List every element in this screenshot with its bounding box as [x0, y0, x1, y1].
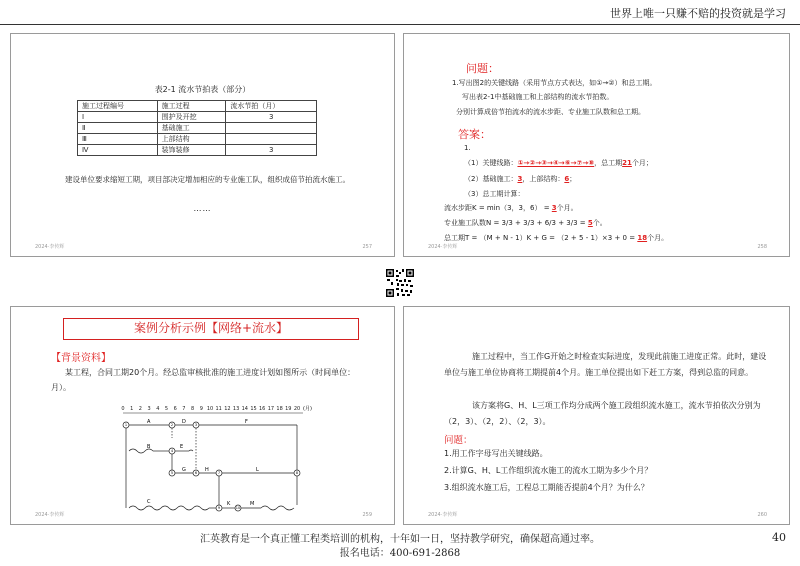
- time-scale-tick: 0: [121, 406, 125, 412]
- total-unit: 个月。: [647, 234, 669, 242]
- wave-E: [189, 450, 193, 451]
- teams-unit: 个。: [592, 219, 607, 227]
- table-cell: 3: [226, 145, 317, 156]
- time-scale-tick: 8: [191, 406, 195, 412]
- time-scale-tick: 18: [276, 406, 283, 412]
- table-cell: 上部结构: [157, 134, 226, 145]
- background-label: 【背景资料】: [51, 353, 111, 364]
- slide-footer-number: 258: [757, 244, 767, 250]
- table-cell: [226, 123, 317, 134]
- node-label: 8: [295, 471, 299, 476]
- network-diagram: [111, 403, 321, 518]
- wave-M: [261, 506, 294, 510]
- question-label: 问题：: [444, 435, 473, 446]
- total-formula: 总工期T = （M + N - 1）K + G = （2 + 5 - 1）×3 + 0 =: [444, 234, 638, 242]
- node-label: 9: [217, 506, 221, 511]
- table-cell: 围护及开挖: [157, 112, 226, 123]
- step-formula: 流水步距K = min（3，3，6） =: [444, 204, 552, 212]
- activity-label: A: [147, 419, 151, 425]
- page-number: 40: [772, 531, 786, 544]
- time-scale-tick: 3: [147, 406, 151, 412]
- rhythm-table: [77, 100, 317, 156]
- step-value: 3: [551, 204, 557, 212]
- slide4-paragraph-1: 施工过程中，当工作G开始之时检查实际进度，发现此前施工进度正常。此时，建设单位与施工单位协商将工期提前4个月。施工单位提出如下赶工方案，得到总监的同意。: [444, 352, 767, 377]
- activity-label: B: [147, 444, 151, 450]
- node-label: 4: [170, 449, 174, 454]
- node-label: 5: [170, 471, 174, 476]
- node-label: 10: [235, 506, 241, 511]
- node-label: 3: [194, 423, 198, 428]
- activity-label: H: [205, 467, 209, 473]
- total-duration: 21: [622, 159, 632, 167]
- answer-1: [464, 158, 653, 168]
- ellipsis: ……: [193, 204, 212, 213]
- answer-2-mid: ，上部结构：: [522, 175, 565, 183]
- slide-flow-rhythm-table: [10, 33, 395, 257]
- time-scale-tick: 10: [206, 406, 214, 412]
- case-question-2: 2.计算G、H、L工作组织流水施工的流水工期为多少个月？: [444, 466, 653, 475]
- time-scale: [121, 406, 300, 412]
- table-cell: [226, 134, 317, 145]
- answer-3-teams: [444, 218, 607, 228]
- teams-formula: 专业施工队数N = 3/3 + 3/3 + 6/3 + 3/3 =: [444, 219, 588, 227]
- table-header-cell: 施工过程: [157, 101, 226, 112]
- slide-footer-author: 2024·李传辉: [428, 512, 458, 518]
- time-scale-tick: 9: [199, 406, 203, 412]
- activity-labels: [147, 419, 259, 507]
- question-1: 1.写出图2的关键线路（采用节点方式表达，如①→②）和总工期。: [452, 79, 657, 87]
- case-question-1: 1.用工作字母写出关键线路。: [444, 449, 548, 458]
- table-row: [78, 123, 317, 134]
- table-cell: 基础施工: [157, 123, 226, 134]
- time-scale-tick: 16: [259, 406, 266, 412]
- superstructure-rhythm: 6: [564, 175, 570, 183]
- slide-footer-author: 2024·李传辉: [35, 244, 65, 250]
- table-cell: 3: [226, 112, 317, 123]
- time-scale-tick: 6: [173, 406, 177, 412]
- total-value: 18: [637, 234, 648, 242]
- slide3-paragraph: 某工程，合同工期20个月。经总监审核批准的施工进度计划如图所示（时间单位：月）。: [51, 368, 356, 392]
- time-scale-tick: 4: [156, 406, 160, 412]
- time-scale-tick: 12: [224, 406, 231, 412]
- foundation-rhythm: 3: [517, 175, 523, 183]
- slide-footer-author: 2024·李传辉: [35, 512, 65, 518]
- slide-questions-answers: [403, 33, 790, 257]
- time-scale-tick: 13: [232, 406, 240, 412]
- header-rule: [0, 24, 800, 25]
- answer-1-unit: 个月；: [631, 159, 653, 167]
- activity-label: C: [147, 499, 151, 505]
- table-title: 表2-1 流水节拍表（部分）: [154, 85, 251, 94]
- table-row: [78, 145, 317, 156]
- node-label: 7: [217, 471, 221, 476]
- slide1-paragraph: 建设单位要求缩短工期，项目部决定增加相应的专业施工队，组织成倍节拍流水施工。: [65, 175, 350, 184]
- question-2: 写出表2-1中基础施工和上部结构的流水节拍数。: [462, 93, 614, 101]
- answer-1-mid: ，总工期: [594, 159, 623, 167]
- time-scale-tick: 20: [293, 406, 301, 412]
- time-scale-tick: 14: [241, 406, 248, 412]
- activity-label: F: [245, 419, 248, 425]
- critical-path: ①→②→③→④→⑥→⑦→⑧: [517, 159, 595, 167]
- time-scale-tick: 5: [164, 406, 169, 412]
- wave-C: [129, 506, 209, 510]
- step-unit: 个月。: [556, 204, 578, 212]
- slide-case-questions: [403, 306, 790, 525]
- answer-2-label: （2）基础施工：: [464, 175, 518, 183]
- time-scale-tick: 11: [215, 406, 222, 412]
- node-label: 1: [124, 423, 128, 428]
- table-header-cell: 流水节拍（月）: [226, 101, 317, 112]
- answer-2-end: ；: [569, 175, 577, 183]
- teams-value: 5: [587, 219, 593, 227]
- time-scale-tick: 7: [182, 406, 186, 412]
- table-cell: Ⅲ: [78, 134, 158, 145]
- time-scale-tick: 17: [267, 406, 275, 412]
- activity-label: M: [250, 501, 255, 507]
- table-row: [78, 134, 317, 145]
- node-labels: [125, 423, 298, 510]
- answer-number: 1.: [464, 144, 471, 152]
- answer-3-total: [444, 233, 668, 243]
- time-scale-unit: (月): [303, 406, 312, 412]
- node-label: 6: [194, 471, 198, 476]
- slide-footer-number: 259: [362, 512, 372, 518]
- slide-footer-author: 2024·李传辉: [428, 244, 458, 250]
- footer-phone: 报名电话：400-691-2868: [339, 548, 461, 559]
- qr-code: [385, 268, 415, 298]
- slide4-paragraph-2: 该方案将G、H、L三项工作均分成两个施工段组织流水施工，流水节拍依次分别为（2，3）、（2，2）、（2，3）。: [444, 401, 761, 426]
- answer-2: [464, 174, 576, 184]
- activity-label: L: [256, 467, 259, 473]
- answer-3-step: [444, 203, 578, 213]
- question-3: 分别计算成倍节拍流水的流水步距、专业施工队数和总工期。: [456, 108, 645, 116]
- table-header-row: [78, 101, 317, 112]
- table-cell: Ⅰ: [78, 112, 158, 123]
- table-header-cell: 施工过程编号: [78, 101, 158, 112]
- answer-1-label: （1）关键线路：: [464, 159, 518, 167]
- activity-label: G: [182, 467, 186, 473]
- activity-label: D: [182, 419, 186, 425]
- case-banner: 案例分析示例【网络+流水】: [63, 318, 359, 340]
- answer-3-label: （3）总工期计算：: [464, 190, 525, 198]
- case-question-3: 3.组织流水施工后，工程总工期能否提前4个月？为什么？: [444, 483, 649, 492]
- table-cell: 装饰装修: [157, 145, 226, 156]
- table-row: [78, 112, 317, 123]
- footer-tagline: 汇英教育是一个真正懂工程类培训的机构，十年如一日，坚持教学研究，确保超高通过率。: [200, 534, 600, 545]
- table-cell: Ⅱ: [78, 123, 158, 134]
- slide-footer-number: 260: [757, 512, 767, 518]
- time-scale-tick: 15: [250, 406, 257, 412]
- table-cell: Ⅳ: [78, 145, 158, 156]
- header-slogan: 世界上唯一只赚不赔的投资就是学习: [610, 7, 786, 20]
- time-scale-tick: 2: [138, 406, 142, 412]
- time-scale-tick: 19: [285, 406, 292, 412]
- activity-label: E: [180, 444, 184, 450]
- slide-case-example: [10, 306, 395, 525]
- slide-footer-number: 257: [362, 244, 372, 250]
- activity-label: K: [227, 501, 231, 507]
- time-scale-tick: 1: [130, 406, 134, 412]
- question-title: 问题：: [466, 62, 499, 75]
- answer-title: 答案：: [458, 128, 491, 141]
- node-label: 2: [170, 423, 174, 428]
